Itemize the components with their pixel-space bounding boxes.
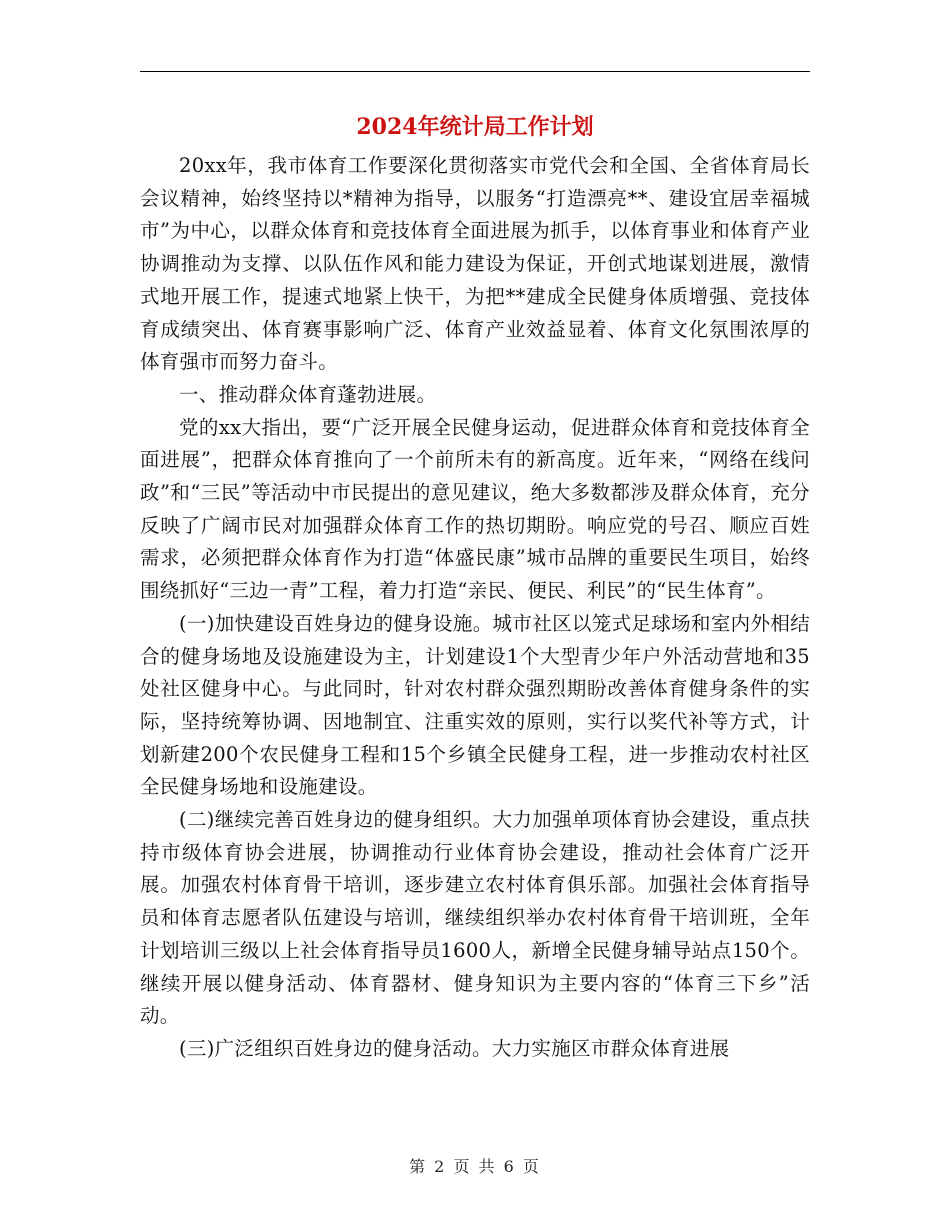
paragraph-intro: 20xx年，我市体育工作要深化贯彻落实市党代会和全国、全省体育局长会议精神，始终坚持以*精神为指导，以服务“打造漂亮**、建设宜居幸福城市”为中心，以群众体育和竞技体育全面进展为抓手，以体育事业和体育产业协调推动为支撑、以队伍作风和能力建设为保证，开创式地谋划进展，激情式地开展工作，提速式地紧上快干，为把**建成全民健身体质增强、竞技体育成绩突出、体育赛事影响广泛、体育产业效益显着、体育文化氛围浓厚的体育强市而努力奋斗。 bbox=[140, 154, 810, 374]
paragraph-item-1: (一)加快建设百姓身边的健身设施。城市社区以笼式足球场和室内外相结合的健身场地及设施建设为主，计划建设1个大型青少年户外活动营地和35处社区健身中心。与此同时，针对农村群众强烈期盼改善体育健身条件的实际，坚持统筹协调、因地制宜、注重实效的原则，实行以奖代补等方式，计划新建200个农民健身工程和15个乡镇全民健身工程，进一步推动农村社区全民健身场地和设施建设。 bbox=[140, 611, 810, 799]
page-number: 第 2 页 共 6 页 bbox=[409, 1157, 541, 1176]
document-title: 2024年统计局工作计划 bbox=[356, 114, 594, 140]
header-rule bbox=[140, 71, 810, 72]
paragraph-item-2: (二)继续完善百姓身边的健身组织。大力加强单项体育协会建设，重点扶持市级体育协会进展，协调推动行业体育协会建设，推动社会体育广泛开展。加强农村体育骨干培训，逐步建立农村体育俱乐部。加强社会体育指导员和体育志愿者队伍建设与培训，继续组织举办农村体育骨干培训班，全年计划培训三级以上社会体育指导员1600人，新增全民健身辅导站点150个。继续开展以健身活动、体育器材、健身知识为主要内容的“体育三下乡”活动。 bbox=[140, 808, 810, 1028]
section-heading-1: 一、推动群众体育蓬勃进展。 bbox=[179, 382, 437, 406]
paragraph-item-3: (三)广泛组织百姓身边的健身活动。大力实施区市群众体育进展 bbox=[179, 1036, 730, 1060]
document-body bbox=[140, 150, 810, 1066]
paragraph-section-1: 党的xx大指出，要“广泛开展全民健身运动，促进群众体育和竞技体育全面进展”，把群众体育推向了一个前所未有的新高度。近年来，“网络在线问政”和“三民”等活动中市民提出的意见建议，绝大多数都涉及群众体育，充分反映了广阔市民对加强群众体育工作的热切期盼。响应党的号召、顺应百姓需求，必须把群众体育作为打造“体盛民康”城市品牌的重要民生项目，始终围绕抓好“三边一青”工程，着力打造“亲民、便民、利民”的“民生体育”。 bbox=[140, 415, 810, 603]
